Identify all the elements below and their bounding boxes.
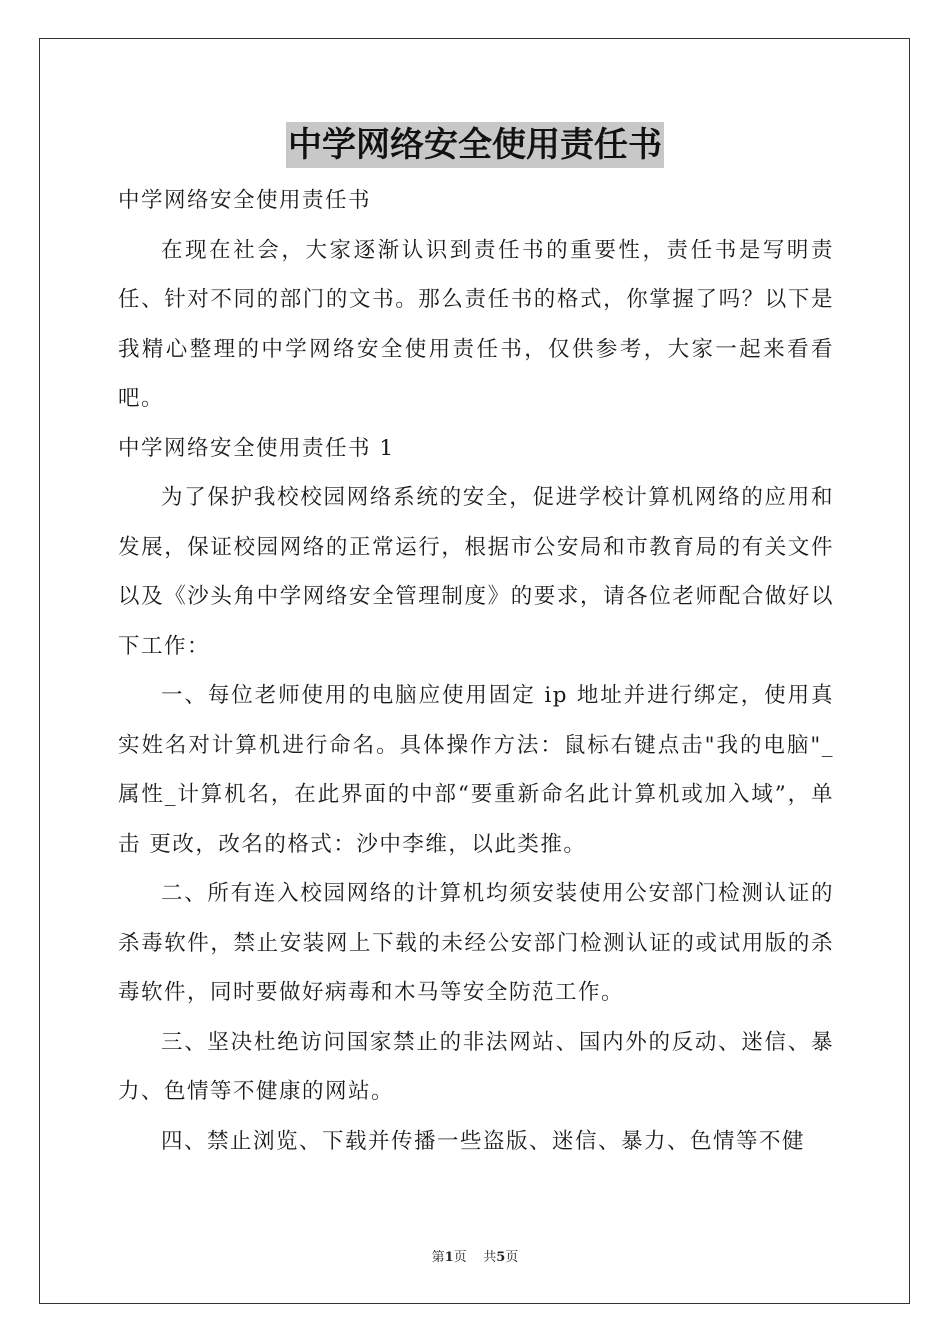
paragraph: 中学网络安全使用责任书 1 — [118, 435, 395, 461]
document-title-wrapper — [0, 122, 950, 168]
paragraph: 三、坚决杜绝访问国家禁止的非法网站、国内外的反动、迷信、暴力、色情等不健康的网站。 — [118, 1029, 834, 1104]
total-page-count: 5 — [496, 1250, 506, 1265]
current-page-number: 1 — [444, 1250, 454, 1265]
paragraph: 四、禁止浏览、下载并传播一些盗版、迷信、暴力、色情等不健 — [161, 1128, 806, 1154]
paragraph: 中学网络安全使用责任书 — [118, 188, 372, 213]
paragraph: 为了保护我校校园网络系统的安全，促进学校计算机网络的应用和发展，保证校园网络的正常运行，根据市公安局和市教育局的有关文件以及《沙头角中学网络安全管理制度》的要求，请各位老师配合做好以下工作： — [118, 485, 834, 659]
footer-prefix: 第 — [431, 1250, 445, 1265]
page-footer — [0, 1246, 950, 1265]
paragraph: 二、所有连入校园网络的计算机均须安装使用公安部门检测认证的杀毒软件，禁止安装网上下载的未经公安部门检测认证的或试用版的杀毒软件，同时要做好病毒和木马等安全防范工作。 — [118, 881, 834, 1005]
footer-page-suffix: 页 — [453, 1250, 467, 1265]
footer-total-prefix: 共 — [483, 1250, 497, 1265]
paragraph: 一、每位老师使用的电脑应使用固定 ip 地址并进行绑定，使用真实姓名对计算机进行命名。具体操作方法：鼠标右键点击"我的电脑"_属性_计算机名，在此界面的中部“要重新命名此计算机或加入域”，单击 更改，改名的格式：沙中李维，以此类推。 — [118, 683, 834, 857]
document-title: 中学网络安全使用责任书 — [286, 122, 664, 168]
document-body — [118, 176, 834, 1166]
footer-total-suffix: 页 — [505, 1250, 519, 1265]
paragraph: 在现在社会，大家逐渐认识到责任书的重要性，责任书是写明责任、针对不同的部门的文书。那么责任书的格式，你掌握了吗？以下是我精心整理的中学网络安全使用责任书，仅供参考，大家一起来看看吧。 — [118, 237, 834, 411]
